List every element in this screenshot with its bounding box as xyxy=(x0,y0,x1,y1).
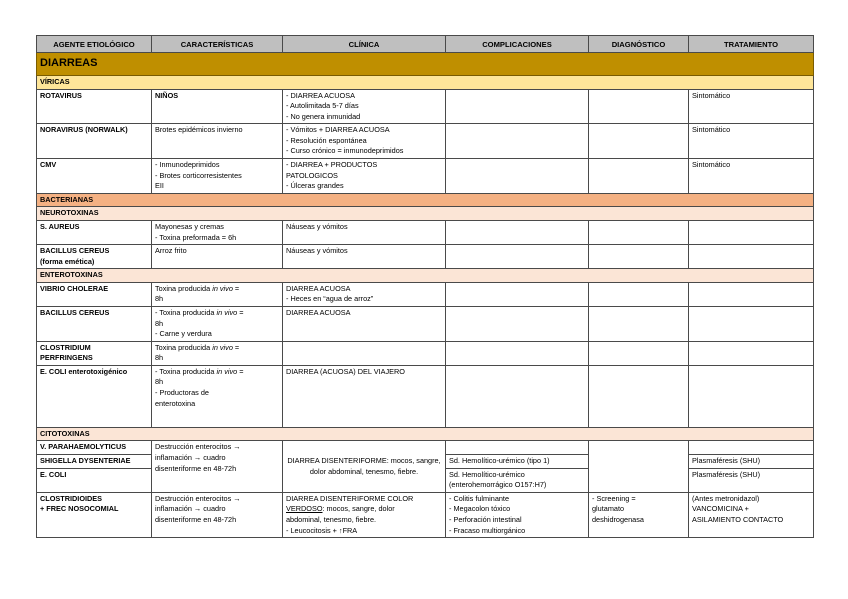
diagnostico-cell xyxy=(589,124,689,159)
trat-line: ASILAMIENTO CONTACTO xyxy=(692,514,784,524)
agente-cell: E. COLI enterotoxigénico xyxy=(37,365,152,427)
car-line xyxy=(155,343,279,354)
diagnostico-cell xyxy=(589,89,689,124)
clinica-cell: Náuseas y vómitos xyxy=(283,245,446,269)
diagnostico-cell xyxy=(589,365,689,427)
diagnostico-cell xyxy=(589,220,689,244)
car-text: Toxina producida xyxy=(155,283,213,293)
table-row xyxy=(37,220,814,244)
table-row xyxy=(37,124,814,159)
car-line: Mayonesas y cremas xyxy=(155,221,224,231)
caracteristicas-cell: Brotes epidémicos invierno xyxy=(152,124,283,159)
diagnostico-cell xyxy=(589,282,689,306)
complicaciones-cell xyxy=(446,282,589,306)
header-agente: AGENTE ETIOLÓGICO xyxy=(37,36,152,53)
clinica-line: - Vómitos + DIARREA ACUOSA xyxy=(286,125,390,135)
clinica-cell: DIARREA (ACUOSA) DEL VIAJERO xyxy=(283,365,446,427)
table-row xyxy=(37,245,814,269)
comp-line: - Fracaso multiorgánico xyxy=(449,525,526,535)
agente-cell xyxy=(37,245,152,269)
clinica-line: - Leucocitosis + ↑FRA xyxy=(286,525,358,535)
clinica-line: - Autolimitada 5-7 días xyxy=(286,101,359,111)
section-label: BACTERIANAS xyxy=(37,193,814,207)
caracteristicas-cell xyxy=(152,365,283,427)
complicaciones-cell: Sd. Hemolítico-urémico (tipo 1) xyxy=(446,455,589,469)
diagnostico-cell xyxy=(589,492,689,537)
agente-line: BACILLUS CEREUS xyxy=(40,246,110,256)
comp-line: - Megacolon tóxico xyxy=(449,504,511,514)
agente-line: CLOSTRIDIUM xyxy=(40,342,91,352)
car-line: enterotoxina xyxy=(155,398,196,408)
header-diagnostico: DIAGNÓSTICO xyxy=(589,36,689,53)
car-line xyxy=(155,367,279,378)
section-label: NEUROTOXINAS xyxy=(37,207,814,221)
table-row xyxy=(37,159,814,194)
car-line: Destrucción enterocitos → xyxy=(155,493,241,503)
clinica-line: abdominal, tenesmo, fiebre. xyxy=(286,514,377,524)
section-label: CITOTOXINAS xyxy=(37,427,814,441)
complicaciones-cell xyxy=(446,341,589,365)
car-line: inflamación → cuadro xyxy=(155,504,226,514)
agente-line: CLOSTRIDIOIDES xyxy=(40,493,103,503)
diag-line: deshidrogenasa xyxy=(592,514,644,524)
agente-line: (forma emética) xyxy=(40,256,95,266)
complicaciones-cell xyxy=(446,441,589,455)
agente-cell: SHIGELLA DYSENTERIAE xyxy=(37,455,152,469)
caracteristicas-cell xyxy=(152,220,283,244)
complicaciones-cell xyxy=(446,159,589,194)
diagnostico-cell xyxy=(589,245,689,269)
car-line: - Carne y verdura xyxy=(155,329,212,339)
complicaciones-cell xyxy=(446,124,589,159)
caracteristicas-cell xyxy=(152,492,283,537)
car-text: = xyxy=(232,342,240,352)
clinica-line: - Úlceras grandes xyxy=(286,181,344,191)
clinica-line: PATOLOGICOS xyxy=(286,170,338,180)
clinica-line: - Curso crónico = inmunodeprimidos xyxy=(286,146,404,156)
tratamiento-cell: Sintomático xyxy=(689,159,814,194)
car-line: - Inmunodeprimidos xyxy=(155,160,220,170)
clinica-line: - Resolución espontánea xyxy=(286,135,367,145)
car-line xyxy=(155,284,279,295)
car-text: - Toxina producida xyxy=(155,366,217,376)
tratamiento-cell: Sintomático xyxy=(689,124,814,159)
tratamiento-cell xyxy=(689,365,814,427)
clinica-text: : mocos, sangre, dolor xyxy=(322,504,395,514)
complicaciones-cell xyxy=(446,220,589,244)
diarrhea-table xyxy=(36,35,814,538)
table-row xyxy=(37,306,814,341)
clinica-cell xyxy=(283,124,446,159)
car-line: 8h xyxy=(155,294,164,304)
section-viricas xyxy=(37,76,814,90)
clinica-cell: DIARREA DISENTERIFORME: mocos, sangre, dolor abdominal, tenesmo, fiebre. xyxy=(283,441,446,492)
clinica-line: DIARREA DISENTERIFORME COLOR xyxy=(286,493,414,503)
caracteristicas-cell xyxy=(152,441,283,492)
diagnostico-cell xyxy=(589,159,689,194)
caracteristicas-cell: NIÑOS xyxy=(152,89,283,124)
section-citotoxinas xyxy=(37,427,814,441)
table-row xyxy=(37,89,814,124)
clinica-line: - DIARREA + PRODUCTOS xyxy=(286,160,378,170)
clinica-cell xyxy=(283,282,446,306)
section-enterotoxinas xyxy=(37,269,814,283)
section-neurotoxinas xyxy=(37,207,814,221)
agente-cell xyxy=(37,492,152,537)
agente-cell: S. AUREUS xyxy=(37,220,152,244)
car-italic: in vivo xyxy=(216,307,238,317)
tratamiento-cell: Sintomático xyxy=(689,89,814,124)
comp-line: - Colitis fulminante xyxy=(449,493,510,503)
header-clinica: CLÍNICA xyxy=(283,36,446,53)
car-line: 8h xyxy=(155,353,164,363)
clinica-line: DIARREA ACUOSA xyxy=(286,283,351,293)
diarrhea-table-sheet xyxy=(36,35,813,538)
clinica-cell xyxy=(283,492,446,537)
car-text: Toxina producida xyxy=(155,342,213,352)
tratamiento-cell: Plasmaféresis (SHU) xyxy=(689,468,814,492)
agente-line: + FREC NOSOCOMIAL xyxy=(40,504,119,514)
clinica-cell: Náuseas y vómitos xyxy=(283,220,446,244)
comp-line: - Perforación intestinal xyxy=(449,514,522,524)
tratamiento-cell xyxy=(689,341,814,365)
tratamiento-cell xyxy=(689,441,814,455)
car-text: = xyxy=(237,307,244,317)
clinica-cell xyxy=(283,159,446,194)
car-line: EII xyxy=(155,181,164,191)
complicaciones-cell xyxy=(446,245,589,269)
agente-cell: VIBRIO CHOLERAE xyxy=(37,282,152,306)
agente-cell: ROTAVIRUS xyxy=(37,89,152,124)
tratamiento-cell xyxy=(689,245,814,269)
header-row xyxy=(37,36,814,53)
agente-line: PERFRINGENS xyxy=(40,353,93,363)
trat-line: (Antes metronidazol) xyxy=(692,493,760,503)
agente-cell xyxy=(37,341,152,365)
table-row xyxy=(37,282,814,306)
tratamiento-cell xyxy=(689,220,814,244)
section-label: ENTEROTOXINAS xyxy=(37,269,814,283)
diagnostico-cell xyxy=(589,441,689,492)
section-bacterianas xyxy=(37,193,814,207)
tratamiento-cell: Plasmaféresis (SHU) xyxy=(689,455,814,469)
car-line: disenteriforme en 48-72h xyxy=(155,463,237,473)
agente-cell: CMV xyxy=(37,159,152,194)
car-line xyxy=(155,308,279,319)
table-title: DIARREAS xyxy=(37,53,814,76)
tratamiento-cell xyxy=(689,282,814,306)
car-italic: in vivo xyxy=(216,366,238,376)
car-italic: in vivo xyxy=(212,342,233,352)
car-line: 8h xyxy=(155,318,164,328)
title-row xyxy=(37,53,814,76)
table-row xyxy=(37,492,814,537)
complicaciones-cell xyxy=(446,468,589,492)
agente-cell: BACILLUS CEREUS xyxy=(37,306,152,341)
comp-line: (enterohemorrágico O157:H7) xyxy=(449,480,547,490)
agente-cell: V. PARAHAEMOLYTICUS xyxy=(37,441,152,455)
car-line: inflamación → cuadro xyxy=(155,453,226,463)
clinica-line: - No genera inmunidad xyxy=(286,111,361,121)
car-line: - Brotes corticorresistentes xyxy=(155,170,242,180)
tratamiento-cell xyxy=(689,492,814,537)
car-line: disenteriforme en 48-72h xyxy=(155,514,237,524)
header-complicaciones: COMPLICACIONES xyxy=(446,36,589,53)
complicaciones-cell xyxy=(446,89,589,124)
clinica-line: - DIARREA ACUOSA xyxy=(286,90,355,100)
section-label: VÍRICAS xyxy=(37,76,814,90)
agente-cell: NORAVIRUS (NORWALK) xyxy=(37,124,152,159)
car-text: - Toxina producida xyxy=(155,307,217,317)
clinica-underlined: VERDOSO xyxy=(286,504,323,514)
car-line: Destrucción enterocitos → xyxy=(155,442,241,452)
trat-line: VANCOMICINA + xyxy=(692,504,749,514)
car-text: = xyxy=(237,366,244,376)
car-text: = xyxy=(232,283,240,293)
caracteristicas-cell xyxy=(152,306,283,341)
clinica-cell: DIARREA ACUOSA xyxy=(283,306,446,341)
caracteristicas-cell xyxy=(152,341,283,365)
tratamiento-cell xyxy=(689,306,814,341)
clinica-line xyxy=(286,504,442,515)
table-row xyxy=(37,441,814,455)
car-line: - Productoras de xyxy=(155,388,209,398)
table-row xyxy=(37,365,814,427)
table-row xyxy=(37,341,814,365)
clinica-cell xyxy=(283,89,446,124)
car-italic: in vivo xyxy=(212,283,233,293)
complicaciones-cell xyxy=(446,492,589,537)
agente-cell: E. COLI xyxy=(37,468,152,492)
car-line: 8h xyxy=(155,377,164,387)
diag-line: glutamato xyxy=(592,504,625,514)
car-line: - Toxina preformada = 6h xyxy=(155,232,237,242)
caracteristicas-cell xyxy=(152,159,283,194)
caracteristicas-cell xyxy=(152,282,283,306)
complicaciones-cell xyxy=(446,365,589,427)
header-caracteristicas: CARACTERÍSTICAS xyxy=(152,36,283,53)
diag-line: - Screening = xyxy=(592,493,636,503)
complicaciones-cell xyxy=(446,306,589,341)
caracteristicas-cell: Arroz frito xyxy=(152,245,283,269)
clinica-cell xyxy=(283,341,446,365)
diagnostico-cell xyxy=(589,341,689,365)
clinica-line: - Heces en “agua de arroz” xyxy=(286,294,374,304)
diagnostico-cell xyxy=(589,306,689,341)
comp-line: Sd. Hemolítico-urémico xyxy=(449,469,525,479)
header-tratamiento: TRATAMIENTO xyxy=(689,36,814,53)
